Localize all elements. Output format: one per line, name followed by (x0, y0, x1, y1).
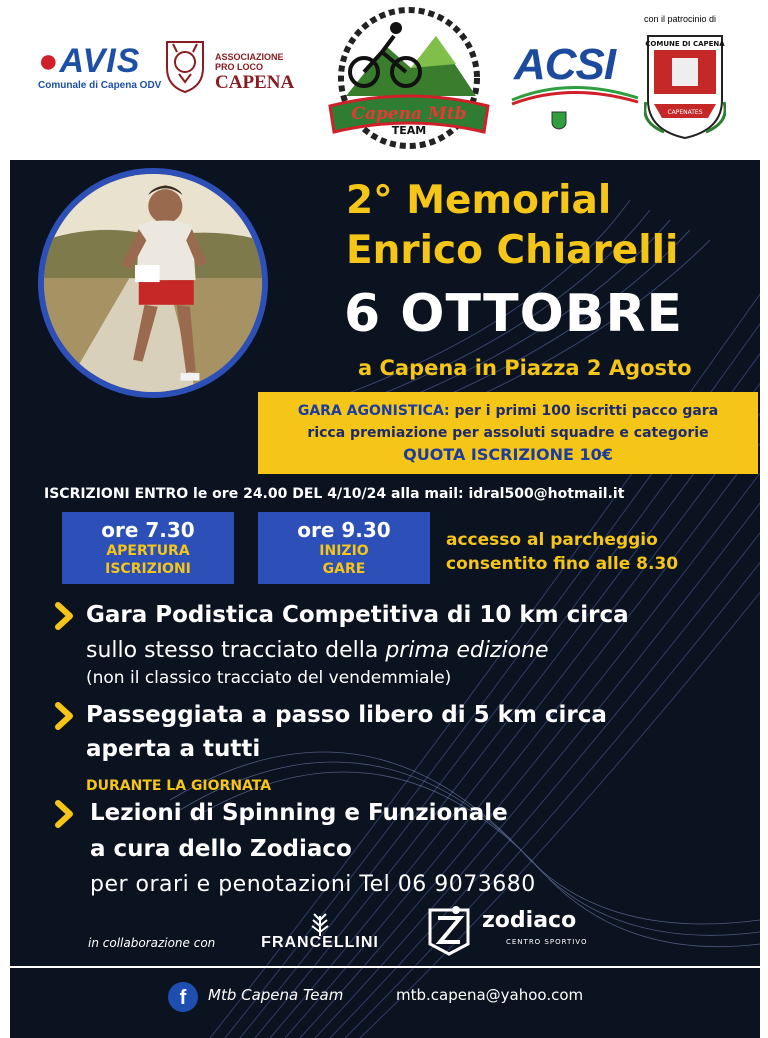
event-title-line1: 2° Memorial (346, 178, 612, 223)
patrocinio-block (636, 14, 756, 144)
event-place: a Capena in Piazza 2 Agosto (358, 356, 692, 380)
gara-quota: QUOTA ISCRIZIONE 10€ (403, 445, 613, 464)
event-poster (10, 160, 760, 1038)
bullet-lessons-title: Lezioni di Spinning e Funzionale (90, 800, 508, 826)
schedule-label-line2: GARE (322, 561, 366, 577)
schedule-box-opening (62, 512, 234, 584)
bullet-walk-subtitle: aperta a tutti (86, 736, 261, 762)
schedule-label-line2: ISCRIZIONI (105, 561, 191, 577)
bullet-race-title: Gara Podistica Competitiva di 10 km circa (86, 602, 629, 628)
bullet-lessons-subtitle: a cura dello Zodiaco (90, 836, 352, 862)
parking-access-note (446, 528, 678, 576)
gara-line2: ricca premiazione per assoluti squadre e categorie (307, 425, 709, 441)
mtb-logo-line1: Capena Mtb (351, 104, 467, 124)
comune-motto: CAPENATES (667, 109, 703, 116)
bullet-walk-title: Passeggiata a passo libero di 5 km circa (86, 702, 607, 728)
bullet-lessons-contact: per orari e penotazioni Tel 06 9073680 (90, 872, 536, 897)
iscrizioni-text: le ore 24.00 DEL 4/10/24 alla mail: idral500@hotmail.it (188, 486, 625, 502)
iscrizioni-deadline (44, 486, 624, 502)
facebook-page-name: Mtb Capena Team (208, 986, 344, 1004)
schedule-time: ore 7.30 (101, 518, 195, 542)
during-the-day-label: DURANTE LA GIORNATA (86, 778, 272, 794)
schedule-time: ore 9.30 (297, 518, 391, 542)
schedule-label-line1: APERTURA (106, 543, 190, 559)
mtb-logo-line2: TEAM (391, 124, 427, 137)
schedule-box-start (258, 512, 430, 584)
avis-logo (38, 42, 162, 91)
acsi-wordmark: ACSI (514, 40, 616, 89)
contact-email: mtb.capena@yahoo.com (396, 986, 584, 1004)
schedule-label-line1: INIZIO (319, 543, 369, 559)
avis-subtitle: Comunale di Capena ODV (38, 80, 162, 91)
capena-mtb-team-logo (316, 6, 502, 156)
proloco-crest-icon (163, 38, 207, 94)
access-line1: accesso al parcheggio (446, 530, 658, 550)
wheat-icon (306, 912, 334, 936)
event-title-line2: Enrico Chiarelli (346, 228, 679, 273)
francellini-logo (250, 912, 390, 956)
comune-label: COMUNE DI CAPENA (645, 40, 725, 48)
gara-line1: per i primi 100 iscritti pacco gara (449, 403, 719, 419)
chevron-right-icon (54, 702, 76, 730)
runner-portrait-photo (38, 168, 268, 398)
bullet-race-emphasis: prima edizione (385, 638, 549, 663)
logo-header (0, 0, 768, 160)
francellini-wordmark: FRANCELLINI (261, 934, 379, 951)
comune-capena-crest-icon (644, 32, 726, 142)
acsi-logo (510, 40, 642, 140)
proloco-line1: ASSOCIAZIONE (215, 52, 284, 62)
avis-wordmark: ●AVIS (38, 42, 141, 80)
footer-divider (10, 966, 760, 968)
proloco-line2: PRO LOCO (215, 62, 264, 72)
access-line2: consentito fino alle 8.30 (446, 554, 679, 574)
bullet-race-subtitle: sullo stesso tracciato della prima edizione (86, 638, 549, 663)
zodiaco-wordmark: zodiaco (482, 908, 577, 933)
acsi-swoosh-icon (510, 80, 640, 110)
runner-photo-image (44, 174, 262, 392)
gara-info-box (258, 392, 758, 474)
coni-emblem-icon (550, 110, 568, 130)
facebook-icon: f (168, 982, 198, 1012)
zodiaco-emblem-icon (426, 904, 472, 956)
proloco-name: CAPENA (215, 72, 295, 93)
zodiaco-subtitle: CENTRO SPORTIVO (506, 938, 588, 946)
event-date: 6 OTTOBRE (344, 284, 684, 344)
iscrizioni-label: ISCRIZIONI ENTRO (44, 486, 189, 502)
chevron-right-icon (54, 602, 76, 630)
zodiaco-logo (426, 902, 626, 958)
patrocinio-label: con il patrocinio di (644, 14, 717, 24)
chevron-right-icon (54, 800, 76, 828)
gara-label: GARA AGONISTICA: (297, 403, 450, 419)
bullet-race-note: (non il classico tracciato del vendemmiale) (86, 668, 452, 688)
proloco-logo (163, 38, 303, 98)
collaboration-label: in collaborazione con (88, 936, 216, 950)
